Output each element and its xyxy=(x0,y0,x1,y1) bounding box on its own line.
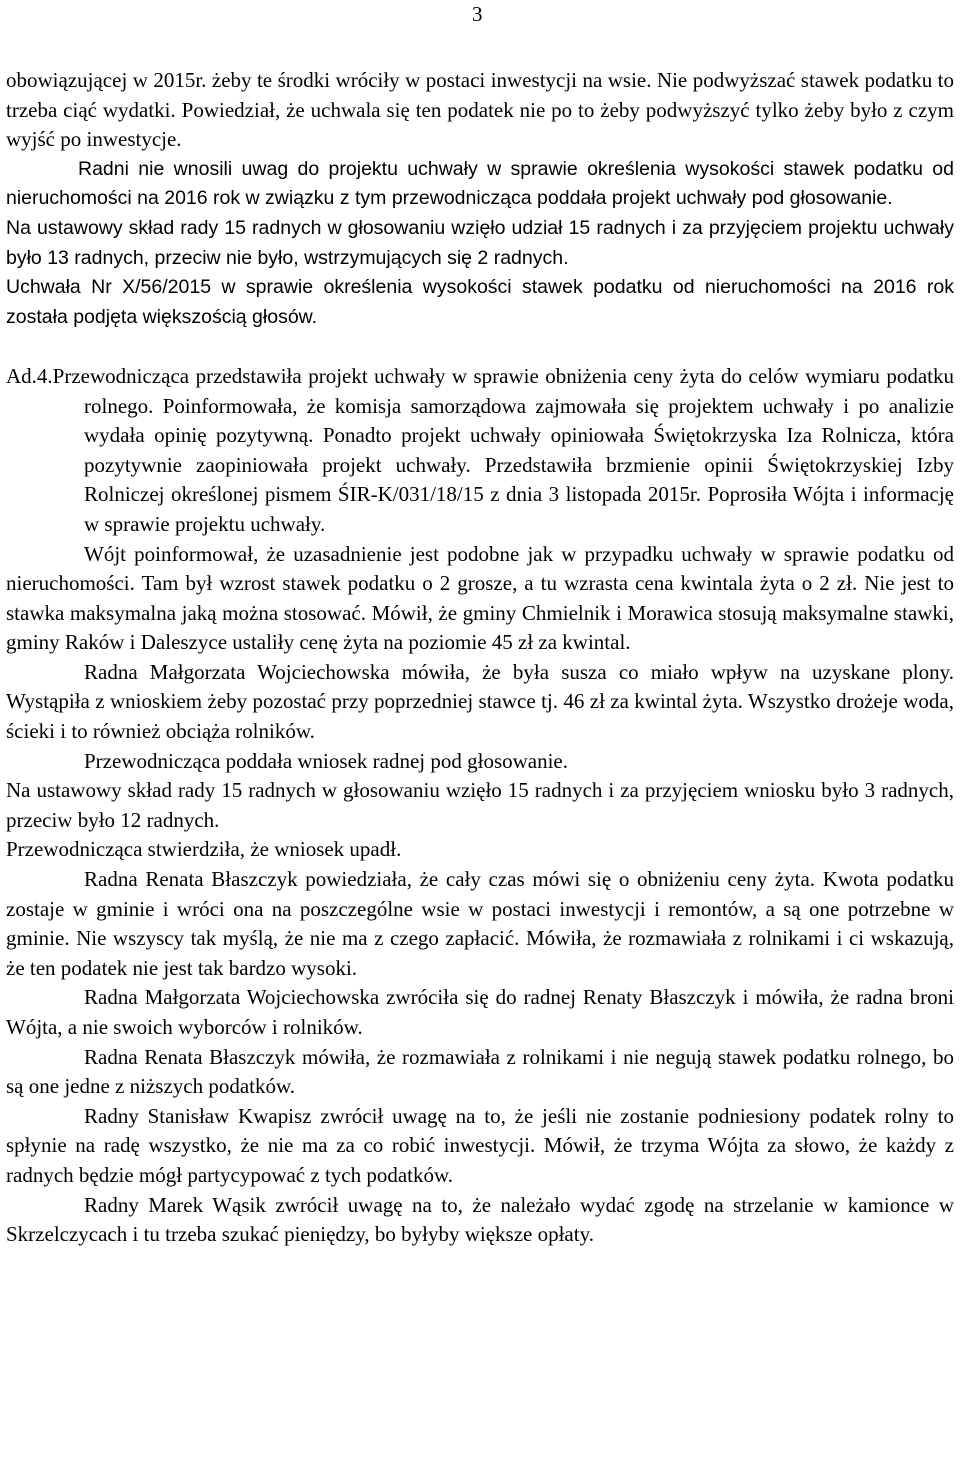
document-body xyxy=(6,66,954,1250)
paragraph: Radna Małgorzata Wojciechowska zwróciła się do radnej Renaty Błaszczyk i mówiła, że radna broni Wójta, a nie swoich wyborców i rolników. xyxy=(6,985,954,1039)
agenda-item-text: Ad.4.Przewodnicząca przedstawiła projekt uchwały w sprawie obniżenia ceny żyta do celów wymiaru podatku rolnego. xyxy=(6,363,954,418)
paragraph: Radna Małgorzata Wojciechowska mówiła, że była susza co miało wpływ na uzyskane plony. Wystąpiła z wnioskiem żeby pozostać przy poprzedniej stawce tj. 46 zł za kwintal żyta. Wszystko drożeje woda, ścieki i to również obciąża rolników. xyxy=(6,659,954,744)
paragraph: Radny Marek Wąsik zwrócił uwagę na to, że należało wydać zgodę na strzelanie w kamionce w Skrzelczycach i tu trzeba szukać pieniędzy, bo byłyby większe opłaty. xyxy=(6,1192,954,1247)
paragraph: Przewodnicząca poddała wniosek radnej pod głosowanie. xyxy=(84,748,569,773)
paragraph: Uchwała Nr X/56/2015 w sprawie określenia wysokości stawek podatku od nieruchomości na 2016 rok została podjęta większością głosów. xyxy=(6,276,954,328)
paragraph: Radni nie wnosili uwag do projektu uchwały w sprawie określenia wysokości stawek podatku od nieruchomości na 2016 rok w związku z tym przewodnicząca poddała projekt uchwały pod głosowanie. xyxy=(6,157,954,210)
paragraph: Na ustawowy skład rady 15 radnych w głosowaniu wzięło 15 radnych i za przyjęciem wniosku było 3 radnych, przeciw było 12 radnych. xyxy=(6,778,954,832)
paragraph-continuation: Poinformowała, że komisja samorządowa zajmowała się projektem uchwały i po analizie wydała opinię pozytywną. Ponadto projekt uchwały opiniowała Świętokrzyska Iza Rolnicza, która pozytywnie zaopiniowała projekt uchwały. Przedstawiła brzmienie opinii Świętokrzyskiej Izby Rolniczej określonej pismem ŚIR-K/031/18/15 z dnia 3 listopada 2015r. Poprosiła Wójta i informację w sprawie projektu uchwały. xyxy=(84,393,954,536)
agenda-item-heading xyxy=(6,362,954,540)
paragraph: Radna Renata Błaszczyk mówiła, że rozmawiała z rolnikami i nie negują stawek podatku rolnego, bo są one jedne z niższych podatków. xyxy=(6,1044,954,1099)
paragraph: Na ustawowy skład rady 15 radnych w głosowaniu wzięło udział 15 radnych i za przyjęciem projektu uchwały było 13 radnych, przeciw nie było, wstrzymujących się 2 radnych. xyxy=(6,216,954,269)
page-number: 3 xyxy=(472,2,483,26)
paragraph: obowiązującej w 2015r. żeby te środki wróciły w postaci inwestycji na wsie. Nie podwyższać stawek podatku to trzeba ciąć wydatki. Powiedział, że uchwala się ten podatek nie po to żeby podwyższyć tylko żeby było z czym wyjść po inwestycje. xyxy=(6,68,954,152)
paragraph: Radny Stanisław Kwapisz zwrócił uwagę na to, że jeśli nie zostanie podniesiony podatek rolny to spłynie na radę wszystko, że nie ma za co robić inwestycji. Mówił, że trzyma Wójta za słowo, że każdy z radnych będzie mógł partycypować z tych podatków. xyxy=(6,1103,954,1187)
paragraph: Wójt poinformował, że uzasadnienie jest podobne jak w przypadku uchwały w sprawie podatku od nieruchomości. Tam był wzrost stawek podatku o 2 grosze, a tu wzrasta cena kwintala żyta o 2 zł. Nie jest to stawka maksymalna jaką można stosować. Mówił, że gminy Chmielnik i Morawica stosują maksymalne stawki, gminy Raków i Daleszyce ustaliły cenę żyta na poziomie 45 zł za kwintal. xyxy=(6,541,954,655)
paragraph: Radna Renata Błaszczyk powiedziała, że cały czas mówi się o obniżeniu ceny żyta. Kwota podatku zostaje w gminie i wróci ona na poszczególne wsie w postaci inwestycji i remontów, a są one potrzebne w gminie. Nie wszyscy tak myślą, że nie ma z czego zapłacić. Mówiła, że rozmawiała z rolnikami i ci wskazują, że ten podatek nie jest tak bardzo wysoki. xyxy=(6,867,954,980)
paragraph: Przewodnicząca stwierdziła, że wniosek upadł. xyxy=(6,837,402,862)
